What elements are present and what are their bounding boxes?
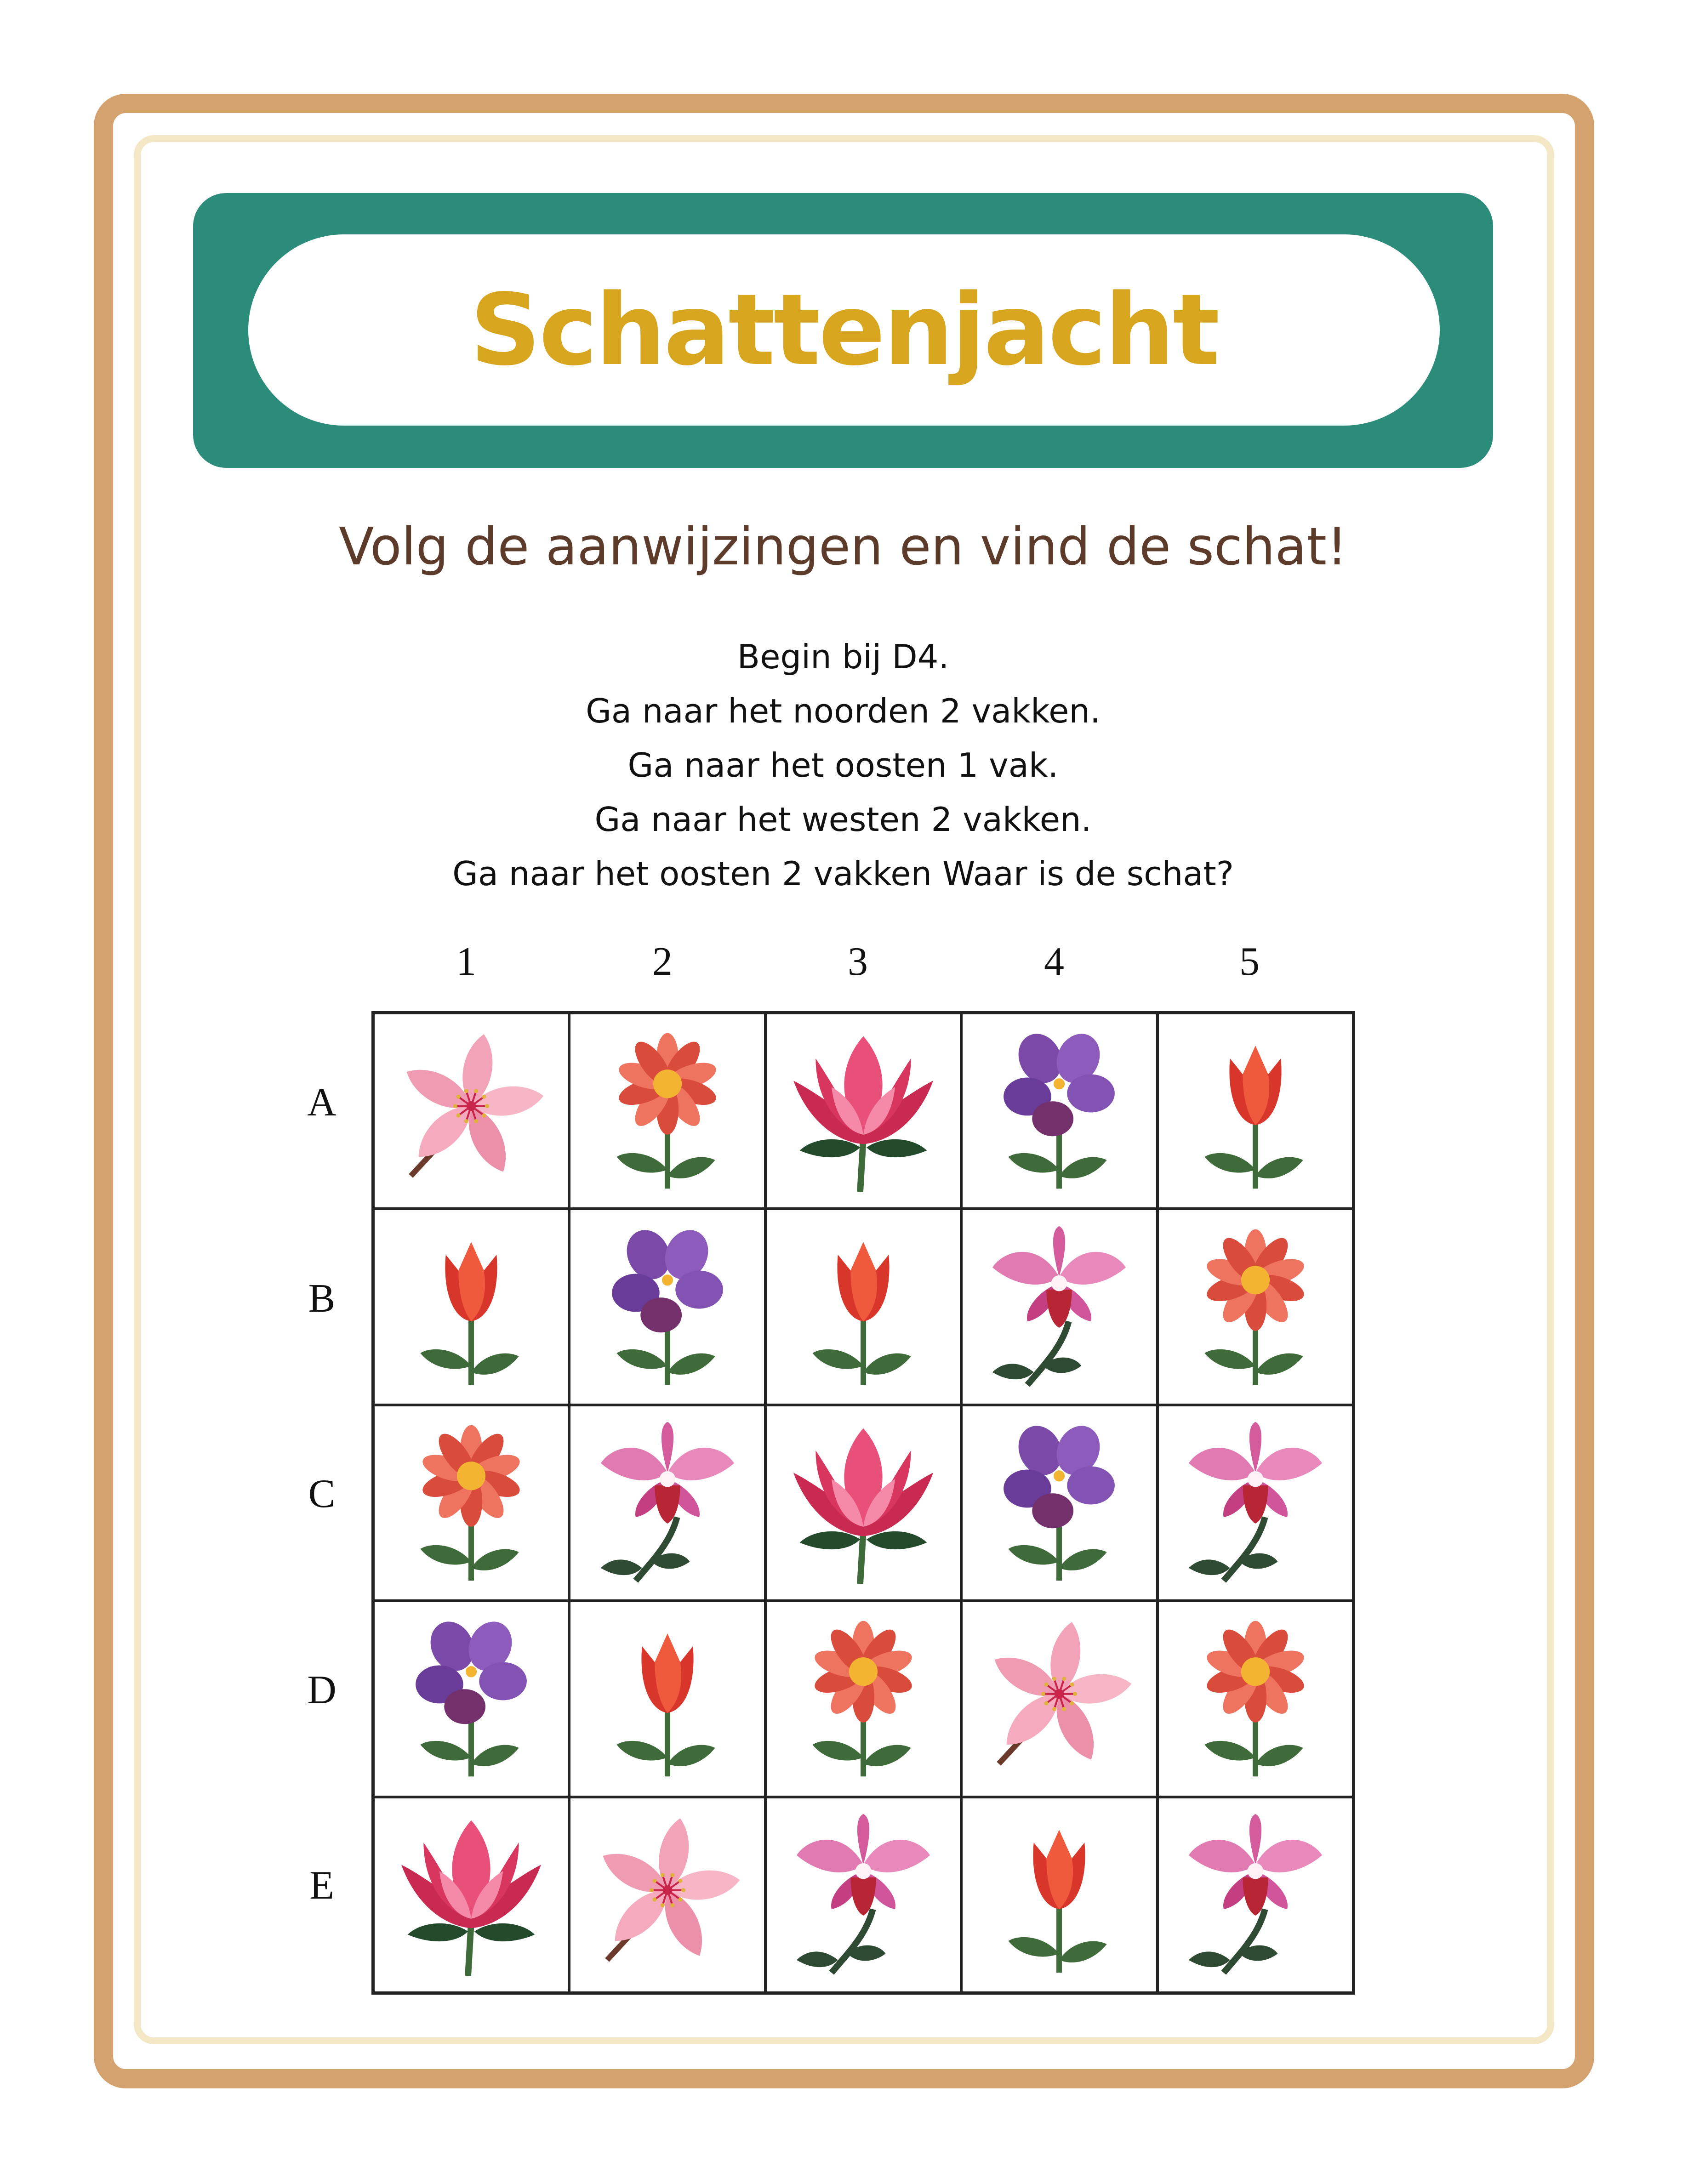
grid-cell	[569, 1013, 765, 1209]
tulip-icon	[1173, 1024, 1338, 1198]
grid-cell	[765, 1601, 961, 1797]
orchid-icon	[976, 1220, 1142, 1394]
grid-cell	[765, 1209, 961, 1405]
column-label: 5	[1239, 939, 1260, 984]
grid-cell	[961, 1405, 1157, 1601]
grid-cell	[961, 1013, 1157, 1209]
grid-cell	[1158, 1209, 1353, 1405]
page-subtitle: Volg de aanwijzingen en vind de schat!	[339, 517, 1347, 577]
title-pill	[248, 234, 1440, 426]
grid-cell	[765, 1405, 961, 1601]
instruction-line: Ga naar het oosten 2 vakken Waar is de schat?	[452, 854, 1234, 893]
grid-cell	[765, 1013, 961, 1209]
grid-cell	[569, 1405, 765, 1601]
orchid-icon	[585, 1416, 750, 1590]
grid-cell	[569, 1601, 765, 1797]
row-label: D	[307, 1668, 336, 1712]
grid-cell	[1158, 1013, 1353, 1209]
grid-cell	[569, 1797, 765, 1993]
grid-cell	[1158, 1405, 1353, 1601]
violet-icon	[976, 1024, 1142, 1198]
grid-cell	[569, 1209, 765, 1405]
column-label: 4	[1044, 939, 1064, 984]
lotus-icon	[781, 1416, 946, 1590]
row-label: C	[308, 1472, 336, 1516]
instruction-line: Ga naar het westen 2 vakken.	[594, 800, 1092, 839]
column-label: 3	[848, 939, 868, 984]
grid-cell	[373, 1797, 569, 1993]
violet-icon	[976, 1416, 1142, 1590]
tulip-icon	[388, 1220, 554, 1394]
column-label: 1	[456, 939, 476, 984]
row-label: A	[307, 1080, 336, 1125]
instruction-line: Begin bij D4.	[737, 637, 949, 676]
page-title: Schattenjacht	[470, 273, 1218, 387]
tulip-icon	[781, 1220, 946, 1394]
row-label: B	[308, 1276, 336, 1321]
grid-cell	[961, 1797, 1157, 1993]
daisy-icon	[1173, 1611, 1338, 1786]
cherry-blossom-icon	[585, 1808, 750, 1982]
violet-icon	[388, 1611, 554, 1786]
column-label: 2	[652, 939, 673, 984]
grid-cell	[961, 1209, 1157, 1405]
grid-cell	[373, 1209, 569, 1405]
daisy-icon	[781, 1611, 946, 1786]
row-label: E	[309, 1863, 334, 1908]
instruction-line: Ga naar het oosten 1 vak.	[627, 746, 1059, 785]
tulip-icon	[585, 1611, 750, 1786]
lotus-icon	[781, 1024, 946, 1198]
grid-cell	[373, 1405, 569, 1601]
grid-cell	[373, 1601, 569, 1797]
cherry-blossom-icon	[976, 1611, 1142, 1786]
tulip-icon	[976, 1808, 1142, 1982]
orchid-icon	[1173, 1416, 1338, 1590]
cherry-blossom-icon	[388, 1024, 554, 1198]
grid-cell	[1158, 1601, 1353, 1797]
grid-cell	[961, 1601, 1157, 1797]
daisy-icon	[388, 1416, 554, 1590]
instruction-line: Ga naar het noorden 2 vakken.	[586, 692, 1101, 730]
daisy-icon	[585, 1024, 750, 1198]
orchid-icon	[781, 1808, 946, 1982]
violet-icon	[585, 1220, 750, 1394]
grid-cell	[1158, 1797, 1353, 1993]
grid-cell	[373, 1013, 569, 1209]
instructions-block	[193, 630, 1493, 901]
treasure-grid	[371, 1011, 1355, 1995]
lotus-icon	[388, 1808, 554, 1982]
daisy-icon	[1173, 1220, 1338, 1394]
grid-cell	[765, 1797, 961, 1993]
orchid-icon	[1173, 1808, 1338, 1982]
